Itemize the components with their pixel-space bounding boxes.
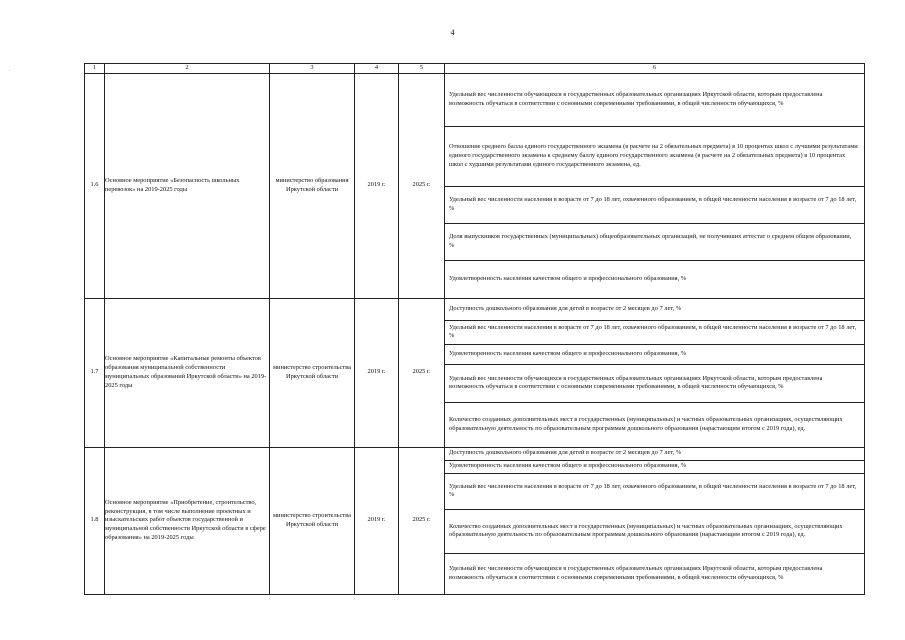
activities-table [84,63,865,595]
column-number: 4 [355,64,399,74]
responsible-executor: министерство образования Иркутской области [270,73,355,298]
indicators-cell [445,298,865,447]
row-number: 1.6 [85,73,105,298]
column-number: 6 [445,64,865,74]
indicator-item: Доля выпускников государственных (муниципальных) общеобразовательных организаций, не получивших аттестат о среднем общем образовании, % [445,224,864,261]
table-row [85,298,865,447]
column-number: 5 [399,64,445,74]
indicators-cell [445,447,865,594]
row-number: 1.8 [85,447,105,594]
indicator-item: Удельный вес численности населения в возрасте от 7 до 18 лет, охваченного образованием, в общей численности населения в возрасте от 7 до 18 лет, % [445,187,864,224]
end-year: 2025 г. [399,447,445,594]
start-year: 2019 г. [355,298,399,447]
indicator-item: Удовлетворенность населения качеством общего и профессионального образования, % [449,274,687,282]
row-number: 1.7 [85,298,105,447]
activity-name: Основное мероприятие «Капитальные ремонты объектов образования муниципальной собственности муниципальных образований Иркутской области» на 2019-2025 годы [105,298,270,447]
indicator-item: Доступность дошкольного образования для детей в возрасте от 2 месяцев до 7 лет, % [445,448,864,461]
start-year: 2019 г. [355,447,399,594]
indicator-item: Удовлетворенность населения качеством общего и профессионального образования, % [445,345,864,365]
indicator-item: Удельный вес численности населения в возрасте от 7 до 18 лет, охваченного образованием, в общей численности населения в возрасте от 7 до 18 лет, % [445,474,864,510]
end-year: 2025 г. [399,73,445,298]
activity-name: Основное мероприятие «Безопасность школьных перевозок» на 2019-2025 годы [105,73,270,298]
table-row [85,73,865,298]
column-number: 1 [85,64,105,74]
indicator-item: Доступность дошкольного образования для детей в возрасте от 2 месяцев до 7 лет, % [445,299,864,321]
column-number-row [85,64,865,74]
indicator-item: Количество созданных дополнительных мест в государственных (муниципальных) и частных образовательных организациях, осуществляющих образовательную деятельность по образовательным программам дошкольного образования (нарастающим итогом с 2019 года), ед. [445,510,864,554]
indicator-item: Отношение среднего балла единого государственного экзамена (в расчете на 2 обязательных предмета) в 10 процентах школ с лучшими результатами единого государственного экзамена к среднему баллу единого государственного экзамена (в расчете на 2 обязательных предмета) в 10 процентах школ с худшими результатами единого государственного экзамена, ед. [445,127,864,187]
activity-name: Основное мероприятие «Приобретение, строительство, реконструкция, в том числе выполнение проектных и изыскательских работ объектов государственной и муниципальной собственности Иркутской области в сфере образования» на 2019-2025 годы [105,447,270,594]
column-number: 3 [270,64,355,74]
scan-mark: · [9,69,11,74]
indicator-item: Удельный вес численности населения в возрасте от 7 до 18 лет, охваченного образованием, в общей численности населения в возрасте от 7 до 18 лет, % [445,321,864,345]
start-year: 2019 г. [355,73,399,298]
responsible-executor: министерство строительства Иркутской области [270,298,355,447]
column-number: 2 [105,64,270,74]
indicators-cell [445,73,865,298]
page-number: 4 [450,28,455,37]
indicator-item: Удельный вес численности обучающихся в государственных образовательных организациях Иркутской области, которым предоставлена возможность обучаться в соответствии с основными современными требованиями, в общей численности обучающихся, % [449,565,823,581]
responsible-executor: министерство строительства Иркутской области [270,447,355,594]
indicator-item: Удельный вес численности обучающихся в государственных образовательных организациях Иркутской области, которым предоставлена возможность обучаться в соответствии с основными современными требованиями, в общей численности обучающихся, % [445,365,864,403]
table-row [85,447,865,594]
indicator-item: Удельный вес численности обучающихся в государственных образовательных организациях Иркутской области, которым предоставлена возможность обучаться в соответствии с основными современными требованиями, в общей численности обучающихся, % [445,74,864,127]
indicator-item: Количество созданных дополнительных мест в государственных (муниципальных) и частных образовательных организациях, осуществляющих образовательную деятельность по образовательным программам дошкольного образования (нарастающим итогом с 2019 года), ед. [449,416,843,432]
indicator-item: Удовлетворенность населения качеством общего и профессионального образования, % [445,461,864,474]
end-year: 2025 г. [399,298,445,447]
